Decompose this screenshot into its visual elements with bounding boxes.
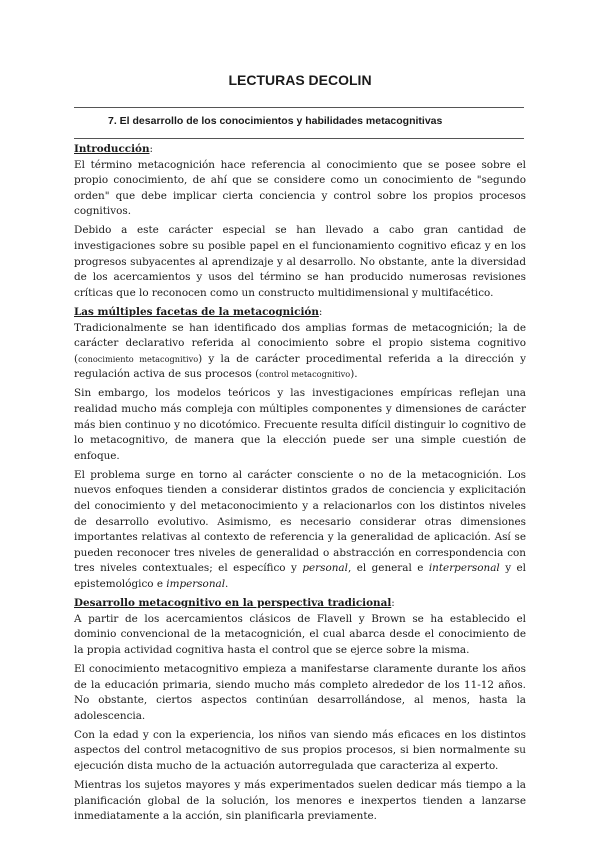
top-divider (74, 107, 524, 108)
document-title: LECTURAS DECOLIN (228, 72, 372, 88)
paragraph: A partir de los acercamientos clásicos de Flavell y Brown se ha establecido el dominio convencional de la metacognición, el cual abarca desde el conocimiento de la propia actividad cognitiva hasta el control que se ejerce sobre la misma. (74, 612, 526, 656)
term-conocimiento-metacognitivo: conocimiento metacognitivo (78, 353, 199, 364)
section-heading-traditional-text: Desarrollo metacognitivo en la perspectiva tradicional (74, 597, 392, 610)
text-run: ) y la de carácter procedimental referida a la dirección y regulación activa de sus procesos ( (74, 352, 526, 381)
text-run: El problema surge en torno al carácter consciente o no de la metacognición. Los nuevos enfoques tienden a considerar distintos grados de conciencia y explicitación del conocimiento y del metaconocimiento y a relacionarlos con los distintos niveles de desarrollo evolutivo. Asimismo, es necesario considerar otras dimensiones importantes relativas al contexto de referencia y la generalidad de aplicación. Así se pueden reconocer tres niveles de generalidad o abstracción en correspondencia con tres niveles contextuales; el específico y (74, 468, 526, 575)
text-run: , el general e (347, 562, 429, 575)
section-heading-intro: Introducción: (74, 143, 154, 155)
paragraph: Sin embargo, los modelos teóricos y las investigaciones empíricas reflejan una realidad mucho más compleja con múltiples componentes y dimensiones de carácter más bien continuo y no dicotómico. Frecuente resulta difícil distinguir lo cognitivo de lo metacognitivo, de manera que la elección puede ser una simple cuestión de enfoque. (74, 387, 526, 462)
text-run: . (225, 578, 229, 591)
text-run: y el epistemológico e (74, 562, 527, 591)
section-heading-facets-text: Las múltiples facetas de la metacognición (74, 305, 319, 318)
paragraph: El término metacognición hace referencia al conocimiento que se posee sobre el propio conocimiento, de ahí que se considere como un conocimiento de "segundo orden" que debe implicar cierta conciencia y control sobre los propios procesos cognitivos. (74, 158, 526, 218)
paragraph: Con la edad y con la experiencia, los niños van siendo más eficaces en los distintos aspectos del control metacognitivo de sus propios procesos, si bien normalmente su ejecución dista mucho de la actuación autorregulada que caracteriza al experto. (74, 728, 526, 773)
paragraph: Mientras los sujetos mayores y más experimentados suelen dedicar más tiempo a la planificación global de la solución, los menores e inexpertos tienden a lanzarse inmediatamente a la acción, sin planificarla previamente. (74, 779, 526, 823)
paragraph (74, 321, 526, 383)
term-impersonal: impersonal (166, 578, 226, 591)
bottom-divider (74, 138, 524, 139)
text-run: ). (350, 368, 358, 381)
paragraph: El conocimiento metacognitivo empieza a manifestarse claramente durante los años de la educación primaria, siendo mucho más completo alrededor de los 11-12 años. No obstante, ciertos aspectos continúan desarrollándose, al menos, hasta la adolescencia. (74, 663, 526, 722)
section-heading-traditional: Desarrollo metacognitivo en la perspectiva tradicional: (74, 597, 395, 610)
term-personal: personal (302, 562, 348, 575)
paragraph (74, 468, 526, 593)
paragraph: Debido a este carácter especial se han llevado a cabo gran cantidad de investigaciones sobre su posible papel en el funcionamiento cognitivo eficaz y en los progresos subyacentes al aprendizaje y al desarrollo. No obstante, ante la diversidad de los acercamientos y usos del término se han producido numerosas revisiones críticas que lo reconocen como un constructo multidimensional y multifacético. (74, 224, 526, 299)
term-control-metacognitivo: control metacognitivo (259, 369, 351, 380)
document-body (74, 142, 526, 828)
section-heading-facets: Las múltiples facetas de la metacognición: (74, 305, 323, 318)
term-interpersonal: interpersonal (428, 562, 500, 575)
text-run: Tradicionalmente se han identificado dos amplias formas de metacognición; la de carácter declarativo referida al conocimiento sobre el propio sistema cognitivo ( (74, 321, 526, 365)
section-heading-intro-text: Introducción (74, 143, 150, 155)
chapter-subtitle: 7. El desarrollo de los conocimientos y habilidades metacognitivas (108, 115, 443, 127)
